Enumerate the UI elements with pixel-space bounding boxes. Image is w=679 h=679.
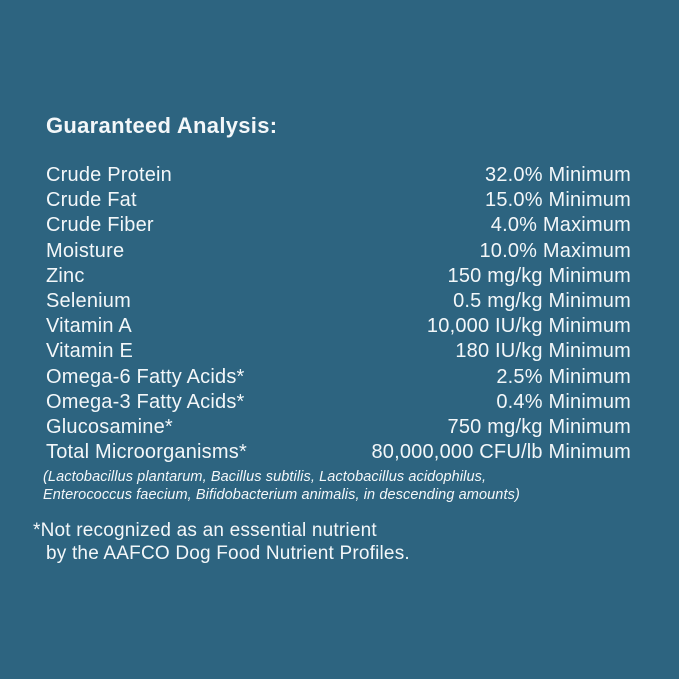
nutrient-name: Glucosamine* [46,416,173,439]
footnote-line: by the AAFCO Dog Food Nutrient Profiles. [46,543,410,565]
nutrient-value: 0.5 mg/kg Minimum [453,290,631,313]
table-row [46,213,631,238]
nutrient-name: Vitamin A [46,315,132,338]
nutrient-value: 4.0% Maximum [490,214,631,237]
nutrient-value: 0.4% Minimum [496,390,631,413]
nutrient-value: 10.0% Maximum [479,239,631,262]
table-row [46,264,631,289]
nutrient-value: 180 IU/kg Minimum [455,340,631,363]
microorganisms-note-line: (Lactobacillus plantarum, Bacillus subtilis, Lactobacillus acidophilus, [43,469,487,486]
nutrient-value: 15.0% Minimum [485,189,631,212]
nutrient-value: 2.5% Minimum [496,365,631,388]
nutrient-value: 80,000,000 CFU/lb Minimum [371,441,631,464]
nutrient-name: Total Microorganisms* [46,441,247,464]
nutrient-value: 32.0% Minimum [485,164,631,186]
table-row [46,415,631,440]
footnote-line: *Not recognized as an essential nutrient [33,519,377,541]
table-row [46,339,631,364]
microorganisms-note-line: Enterococcus faecium, Bifidobacterium animalis, in descending amounts) [43,486,520,503]
table-row [46,440,631,465]
nutrient-name: Moisture [46,239,125,262]
table-row [46,239,631,264]
microorganisms-species-note [43,469,631,503]
nutrient-table [46,163,631,465]
nutrient-value: 150 mg/kg Minimum [447,264,631,287]
guaranteed-analysis-panel [33,112,631,566]
nutrient-value: 750 mg/kg Minimum [447,416,631,439]
nutrient-name: Omega-3 Fatty Acids* [46,390,245,413]
nutrient-value: 10,000 IU/kg Minimum [426,315,631,338]
table-row [46,163,631,188]
nutrient-name: Selenium [46,290,131,313]
table-row [46,314,631,339]
aafco-footnote [33,519,631,566]
table-row [46,365,631,390]
table-row [46,289,631,314]
nutrient-name: Crude Protein [46,164,172,186]
nutrient-name: Vitamin E [46,340,134,363]
table-row [46,390,631,415]
nutrient-name: Zinc [46,264,85,287]
nutrient-name: Omega-6 Fatty Acids* [46,365,245,388]
nutrient-name: Crude Fat [46,189,137,212]
table-row [46,188,631,213]
section-heading: Guaranteed Analysis: [46,113,278,138]
nutrient-name: Crude Fiber [46,214,154,237]
